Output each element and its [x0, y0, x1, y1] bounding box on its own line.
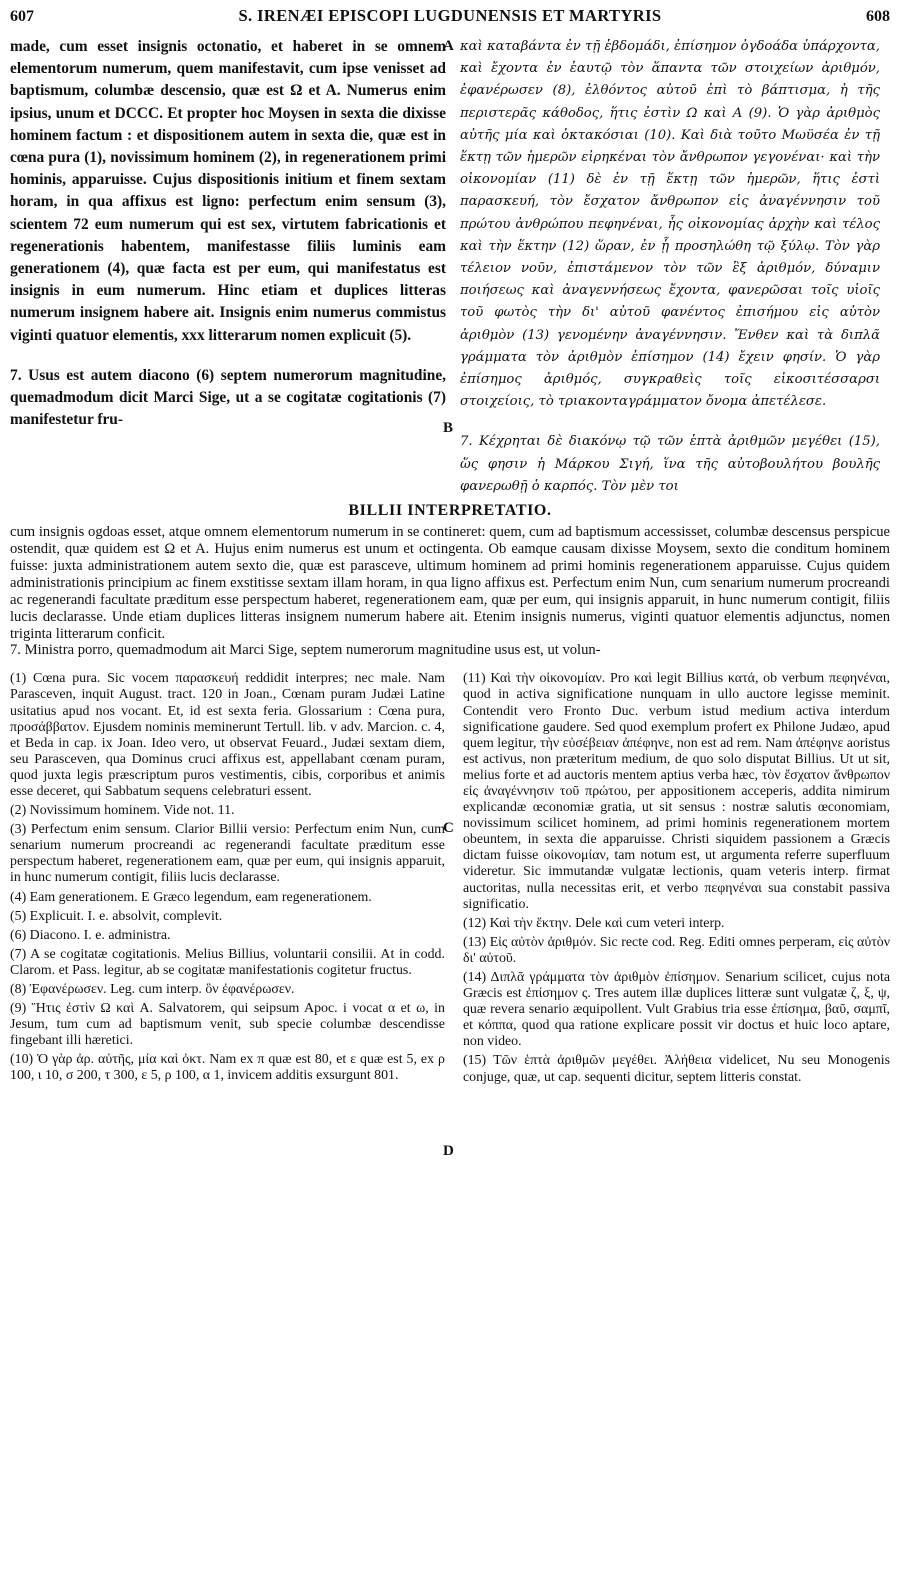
footnote: (4) Eam generationem. E Græco legendum, eam regenerationem.: [10, 889, 372, 905]
page-number-right: 608: [865, 8, 890, 25]
interpretatio-text: [10, 524, 890, 659]
footnote: (2) Novissimum hominem. Vide not. 11.: [10, 803, 235, 819]
footnote: (12) Καὶ τὴν ἕκτην. Dele καὶ cum veteri interp.: [462, 915, 725, 931]
footnote: (7) A se cogitatæ cogitationis. Melius Billius, voluntarii consilii. At in codd. Clarom. et Pass. legitur, ab se cogitatæ manifestationis cogitetur fructus.: [10, 946, 445, 978]
page-number-left: 607: [10, 8, 34, 25]
margin-letter-a: A: [443, 38, 454, 54]
footnote: (1) Cœna pura. Sic vocem παρασκευή reddidit interpres; nec male. Nam Parasceven, inquit August. tract. 120 in Joan., Cœnam puram Judæi Latine usitatius apud nos vocant. Et, id est sexta feria. Glossarium : Cœna pura, προσάββατον. Ejusdem nominis meminerunt Tertull. lib. v adv. Marcion. c. 4, et Beda in cap. ix Joan. Ideo vero, ut observat Feuard., Judæi sextam diem, seu Parasceven, qua Dominus cruci affixus est, appellabant cœnam puram, quod juxta legis præscriptum puros vestimentis, cibis, corporibus et animis esse deceret, qui Sabbatum sequens celebraturi essent.: [10, 671, 445, 799]
margin-letter-c: C: [443, 820, 454, 836]
footnote: (10) Ὁ γὰρ ἀρ. αὐτῆς, μία καὶ ὀκτ. Nam ex π quæ est 80, et ε quæ est 5, ex ρ 100, ι 10, σ 200, τ 300, ε 5, ρ 100, α 1, invicem additis exsurgunt 801.: [10, 1052, 445, 1084]
footnote: (8) Ἐφανέρωσεν. Leg. cum interp. ὃν ἐφανέρωσεν.: [10, 982, 295, 997]
footnote: (15) Τῶν ἑπτὰ ἀριθμῶν μεγέθει. Ἀλήθεια videlicet, Nu seu Monogenis conjuge, quæ, ut cap. sequenti dicitur, septem litteris constat.: [462, 1053, 890, 1085]
page: [10, 6, 890, 1089]
footnote: (11) Καὶ τὴν οἰκονομίαν. Pro καὶ legit Billius κατά, ob verbum πεφηνέναι, quod in activa significatione nunquam in ullo auctore legisse meminit. Contendit vero Fronto Duc. verbum istud medium activa interdum significatione gaudere. Sed quod exemplum profert ex Philone Judæo, apud quem legitur, τὴν εὐσέβειαν ἀπέφηνε, non est ad rem. Nam ἀπέφηνε aoristus est activus, non præteritum medium, de quo solo disputat Billius. Ut ut sit, melius forte et ad auctoris mentem aptius verba hæc, τὸν ἔσχατον ἄνθρωπον εἰς ἀναγέννησιν τοῦ πρώτου, per appositionem acceperis, addita nimirum explicandæ œconomiæ gratia, ut sit sensus : nostræ salutis œconomiam, novissimum scilicet hominem, ad primi hominis regenerationem mortem obeuntem, in sexta die apparuisse. Christi siquidem passionem a Græcis dictam fuisse οἰκονομίαν, tam notum est, ut argumenta referre superfluum videretur. Sic immutandæ vulgatæ lectionis, quam veteris interp. firmat auctoritas, nulla necessitas erit, et verbo πεφηνέναι sua constabit passiva significatio.: [462, 671, 890, 912]
greek-paragraph-1: καὶ καταβάντα ἐν τῇ ἑβδομάδι, ἐπίσημον ὀγδοάδα ὑπάρχοντα, καὶ ἔχοντα ἐν ἑαυτῷ τὸν ἅπαντα τῶν στοιχείων ἀριθμόν, ἐφανέρωσεν (8), ἐλθόντος αὐτοῦ ἐπὶ τὸ βάπτισμα, ἡ τῆς περιστερᾶς κάθοδος, ἥτις ἐστὶν Ω καὶ Α (9). Ὁ γὰρ ἀριθμὸς αὐτῆς μία καὶ ὀκτακόσιαι (10). Καὶ διὰ τοῦτο Μωϋσέα ἐν τῇ ἕκτῃ τῶν ἡμερῶν εἰρηκέναι τὸν ἄνθρωπον γεγονέναι· καὶ τὴν οἰκονομίαν (11) δὲ ἐν τῇ ἕκτῃ τῶν ἡμερῶν, ἥτις ἐστὶ παρασκευή, τὸν ἔσχατον ἄνθρωπον εἰς ἀναγέννησιν τοῦ πρώτου ἀνθρώπου πεφηνέναι, ἧς οἰκονομίας ἀρχὴν καὶ τέλος καὶ τὴν ἕκτην (12) ὥραν, ἐν ᾗ προσηλώθη τῷ ξύλῳ. Τὸν γὰρ τέλειον νοῦν, ἐπιστάμενον τὸν τῶν ἓξ ἀριθμόν, δύναμιν ποιήσεως καὶ ἀναγεννήσεως ἔχοντα, φανερῶσαι τοῖς υἱοῖς τοῦ φωτὸς τὴν δι' αὐτοῦ φανέντος ἐπισήμου εἰς αὐτὸν ἀριθμὸν (13) γενομένην ἀναγέννησιν. Ἔνθεν καὶ τὰ διπλᾶ γράμματα τὸν ἀριθμὸν ἐπίσημον (14) ἔχειν φησίν. Ὁ γὰρ ἐπίσημος ἀριθμός, συγκραθεὶς τοῖς εἰκοσιτέσσαρσι στοιχείοις, τὸ τριακονταγράμματον ὄνομα ἀπετέλεσε.: [460, 39, 880, 410]
latin-column: [10, 36, 458, 498]
footnotes: [10, 671, 890, 1088]
footnote: (9) Ἥτις ἐστὶν Ω καὶ A. Salvatorem, qui seipsum Apoc. i vocat α et ω, in Jesum, tum cum ad baptismum venit, sub specie columbæ descendisse fingebant illi hæretici.: [10, 1001, 445, 1049]
footnote: (6) Diacono. I. e. administra.: [10, 927, 171, 943]
margin-letter-d: D: [443, 1143, 454, 1159]
interpretatio-paragraph-2: 7. Ministra porro, quemadmodum ait Marci Sige, septem numerorum magnitudine usus est, ut volun-: [10, 642, 601, 659]
footnotes-right-column: [453, 671, 890, 1088]
greek-column: [458, 36, 880, 498]
footnote: (13) Εἰς αὐτὸν ἀριθμόν. Sic recte cod. Reg. Editi omnes perperam, εἰς αὐτὸν δι' αὐτοῦ.: [462, 934, 890, 966]
interpretatio-paragraph-1: cum insignis ogdoas esset, atque omnem elementorum numerum in se contineret: quem, cum ad baptismum accessisset, columbæ descensus perspicue ostendit, quæ quidem est Ω et A. Hujus enim numerus est unum et octingenta. Ob eamque causam dixisse Moysem, sexto die conditum hominem fuisse: juxta administrationem autem sexto die, quæ est parasceve, ultimum hominem ad primi hominis regenerationem apparuisse. Cujus quidem administrationis principium ac finem exstitisse sextam illam horam, in qua ligno affixus est. Perfectum enim Nun, cum senarium numerum procreandi ac regenerandi facultate præditum esse perspectum haberet, regenerationem eam, quæ per eum, qui insignis apparuit, in hunc numerum contigit, filiis lucis declarasse. Unde etiam duplices litteras insignem numerum habere ait. Etenim insignis numerus, viginti quatuor elementis adjunctus, nomen triginta litterarum conficit.: [10, 524, 890, 642]
footnote: (3) Perfectum enim sensum. Clarior Billii versio: Perfectum enim Nun, cum senarium numerum procreandi ac regenerandi facultate præditum esse perspectum haberet, regenerationem eam, quæ per eum, qui insignis apparuit, in hunc numerum contigit, filiis lucis declarasse.: [10, 822, 445, 886]
margin-letter-b: B: [443, 420, 454, 436]
footnotes-left-column: [10, 671, 453, 1088]
interpretatio-heading: BILLII INTERPRETATIO.: [348, 502, 552, 520]
footnote: (14) Διπλᾶ γράμματα τὸν ἀριθμὸν ἐπίσημον. Senarium scilicet, cujus nota Græcis est ἐπίσημον ς. Tres autem illæ duplices litteræ sunt vulgatæ ζ, ξ, ψ, quæ revera senario æquipollent. Vult Grabius tria esse ἐπίσημα, βαῦ, σαμπῖ, et κόππα, quod qua ratione explicare possit vir doctus et huic loco aptare, non video.: [462, 970, 890, 1050]
latin-paragraph-2: 7. Usus est autem diacono (6) septem numerorum magnitudine, quemadmodum dicit Marci Sige, ut a se cogitatæ cogitationis (7) manifestetur fru-: [10, 366, 446, 429]
latin-paragraph-1: made, cum esset insignis octonatio, et haberet in se omnem elementorum numerum, quem manifestavit, cum ipse venisset ad baptismum, columbæ descensio, quæ est Ω et A. Numerus enim ipsius, unum et DCCC. Et propter hoc Moysen in sexta die dixisse hominem factum : et dispositionem autem in sexta die, quæ est in cœna pura (1), novissimum hominem (2), in regenerationem primi hominis, apparuisse. Cujus dispositionis initium et finem sextam horam, in qua affixus est ligno: perfectum enim sensum (3), scientem 72 eum numerum qui est sex, virtutem fabricationis et regenerationis habentem, manifestasse filiis luminis eam generationem (4), quæ facta est per eum, qui manifestatus est insignis in eum numerum. Hinc etiam et duplices litteras numerum insignem habere ait. Insignis enim numerus commistus viginti quatuor elementis, xxx litterarum nomen explicuit (5).: [10, 38, 446, 344]
greek-paragraph-2: 7. Κέχρηται δὲ διακόνῳ τῷ τῶν ἑπτὰ ἀριθμῶν μεγέθει (15), ὥς φησιν ἡ Μάρκου Σιγή, ἵνα τῆς αὐτοβουλήτου βουλῆς φανερωθῇ ὁ καρπός. Τὸν μὲν τοι: [460, 434, 880, 494]
running-header: [10, 6, 890, 34]
footnote: (5) Explicuit. I. e. absolvit, complevit.: [10, 908, 223, 924]
running-title: S. IRENÆI EPISCOPI LUGDUNENSIS ET MARTYRIS: [238, 6, 662, 25]
